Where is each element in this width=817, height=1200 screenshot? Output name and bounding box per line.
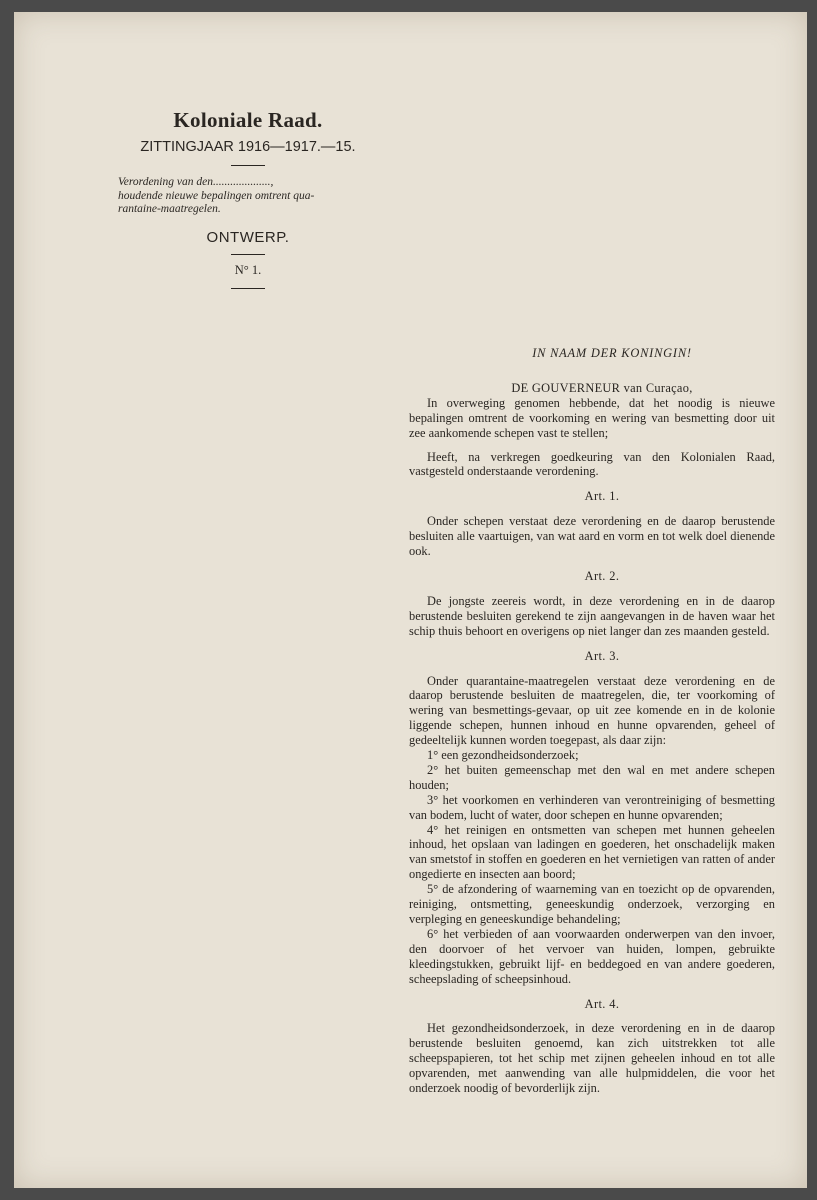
divider [231, 165, 265, 166]
invocation: IN NAAM DER KONINGIN! [532, 346, 692, 360]
article-list-item: 1° een gezondheidsonderzoek; [427, 748, 579, 763]
article-heading: Art. 2. [584, 568, 620, 583]
description-line: Verordening van den...................., [118, 176, 274, 188]
article-list-item: 4° het reinigen en ontsmetten van schepen met hunnen geheelen inhoud, het opslaan van ladingen en goederen, het onschadelijk maken van smetstof in stoffen en goederen en het vernietigen van ratten of ander ongedierte en insecten aan boord; [409, 822, 775, 882]
article-list-item: 6° het verbieden of aan voorwaarden onderwerpen van den invoer, den doorvoer of het vervoer van huiden, lompen, gebruikte kleedingstukken, gebruikt lijf- en beddegoed en van andere goederen, scheepslading of scheepsinhoud. [409, 926, 775, 986]
article-list-item: 5° de afzondering of waarneming van en toezicht op de opvarenden, reiniging, ontsmetting, geneeskundig onderzoek, verzorging en verpleging en geneeskundige behandeling; [409, 882, 775, 926]
article-list-item: 3° het voorkomen en verhinderen van verontreiniging of besmetting van bodem, lucht of water, door schepen en hunne opvarenden; [409, 792, 775, 822]
article-text: Onder schepen verstaat deze verordening en de daarop berustende besluiten alle vaartuigen, van wat aard en vorm en tot welk doel dienende ook. [409, 514, 775, 559]
article-heading: Art. 4. [584, 996, 620, 1011]
ordinance-text [409, 346, 775, 1096]
divider [231, 254, 265, 255]
council-title: Koloniale Raad. [173, 108, 323, 132]
draft-label: ONTWERP. [206, 228, 290, 246]
article-list-item: 2° het buiten gemeenschap met den wal en met andere schepen houden; [409, 762, 775, 792]
document-page [14, 12, 807, 1188]
article-heading: Art. 1. [584, 489, 620, 504]
article-text: De jongste zeereis wordt, in deze verordening en in de daarop berustende besluiten gerekend te zijn aangevangen in de haven waar het schip thuis behoort en overigens op niet langer dan zes maanden gesteld. [409, 593, 775, 638]
document-header [114, 108, 382, 299]
governor-line: DE GOUVERNEUR van Curaçao, [511, 380, 693, 395]
description-line: houdende nieuwe bepalingen omtrent qua- [118, 189, 315, 202]
article-text: Het gezondheidsonderzoek, in deze verordening en in de daarop berustende besluiten genoemd, kan zich uitstrekken tot alle scheepspapieren, tot het schip met zijnen geheelen inhoud en tot alle opvarenden, met aanwending van alle hulpmiddelen, die voor het onderzoek noodig of bevorderlijk zijn. [409, 1021, 775, 1096]
article-text: Onder quarantaine-maatregelen verstaat deze verordening en de daarop berustende besluiten de maatregelen, die, ter voorkoming of wering van besmettings-gevaar, op uit zee komende en in de kolonie liggende schepen, hunnen inhoud en hunne opvarenden, geheel of gedeeltelijk kunnen worden toegepast, als daar zijn: [409, 673, 775, 748]
article-heading: Art. 3. [584, 648, 620, 663]
preamble-paragraph: In overweging genomen hebbende, dat het noodig is nieuwe bepalingen omtrent de voorkoming en wering van besmetting door uit zee aankomende schepen vast te stellen; [409, 395, 775, 440]
divider [231, 288, 265, 289]
document-number: N° 1. [234, 262, 262, 277]
session-year: ZITTINGJAAR 1916—1917.—15. [140, 139, 356, 155]
description-line: rantaine-maatregelen. [118, 203, 221, 215]
preamble-paragraph: Heeft, na verkregen goedkeuring van den Kolonialen Raad, vastgesteld onderstaande verordening. [409, 449, 775, 479]
ordinance-description [114, 176, 382, 217]
